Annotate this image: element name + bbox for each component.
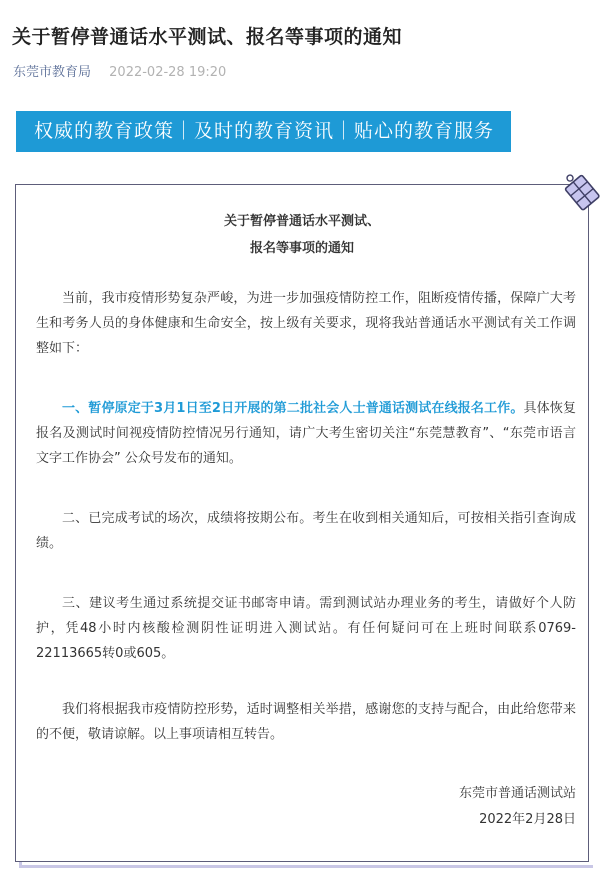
sign-date: 2022年2月28日	[479, 812, 576, 827]
slogan-banner: 权威的教育政策｜及时的教育资讯｜贴心的教育服务	[16, 111, 511, 152]
tag-icon	[563, 168, 603, 212]
paragraph-item-1-rest: 具体恢复报名及测试时间视疫情防控情况另行通知，请广大考生密切关注“东莞慧教育”、“东莞市语言文字工作协会” 公众号发布的通知。	[36, 401, 576, 466]
notice-title-line2: 报名等事项的通知	[249, 241, 354, 256]
signature: 东莞市普通话测试站	[458, 786, 576, 801]
highlight-text: 一、暂停原定于3月1日至2日开展的第二批社会人士普通话测试在线报名工作。	[62, 401, 524, 416]
paragraph-closing: 我们将根据我市疫情防控形势，适时调整相关举措，感谢您的支持与配合，由此给您带来的不便，敬请谅解。以上事项请相互转告。	[36, 702, 576, 742]
notice-title-line1: 关于暂停普通话水平测试、	[223, 214, 380, 229]
author-link[interactable]: 东莞市教育局	[13, 65, 92, 80]
paragraph-intro: 当前，我市疫情形势复杂严峻，为进一步加强疫情防控工作，阻断疫情传播，保障广大考生和考务人员的身体健康和生命安全，按上级有关要求，现将我站普通话水平测试有关工作调整如下：	[36, 291, 576, 356]
article-meta	[13, 61, 226, 80]
article-title: 关于暂停普通话水平测试、报名等事项的通知	[12, 26, 403, 48]
publish-date: 2022-02-28 19:20	[109, 65, 227, 80]
paragraph-item-3: 三、建议考生通过系统提交证书邮寄申请。需到测试站办理业务的考生，请做好个人防护，凭48小时内核酸检测阴性证明进入测试站。有任何疑问可在上班时间联系0769-22113665转0或605。	[36, 596, 576, 661]
paragraph-item-1	[36, 396, 576, 471]
paragraph-item-2: 二、已完成考试的场次，成绩将按期公布。考生在收到相关通知后，可按相关指引查询成绩。	[36, 511, 576, 551]
